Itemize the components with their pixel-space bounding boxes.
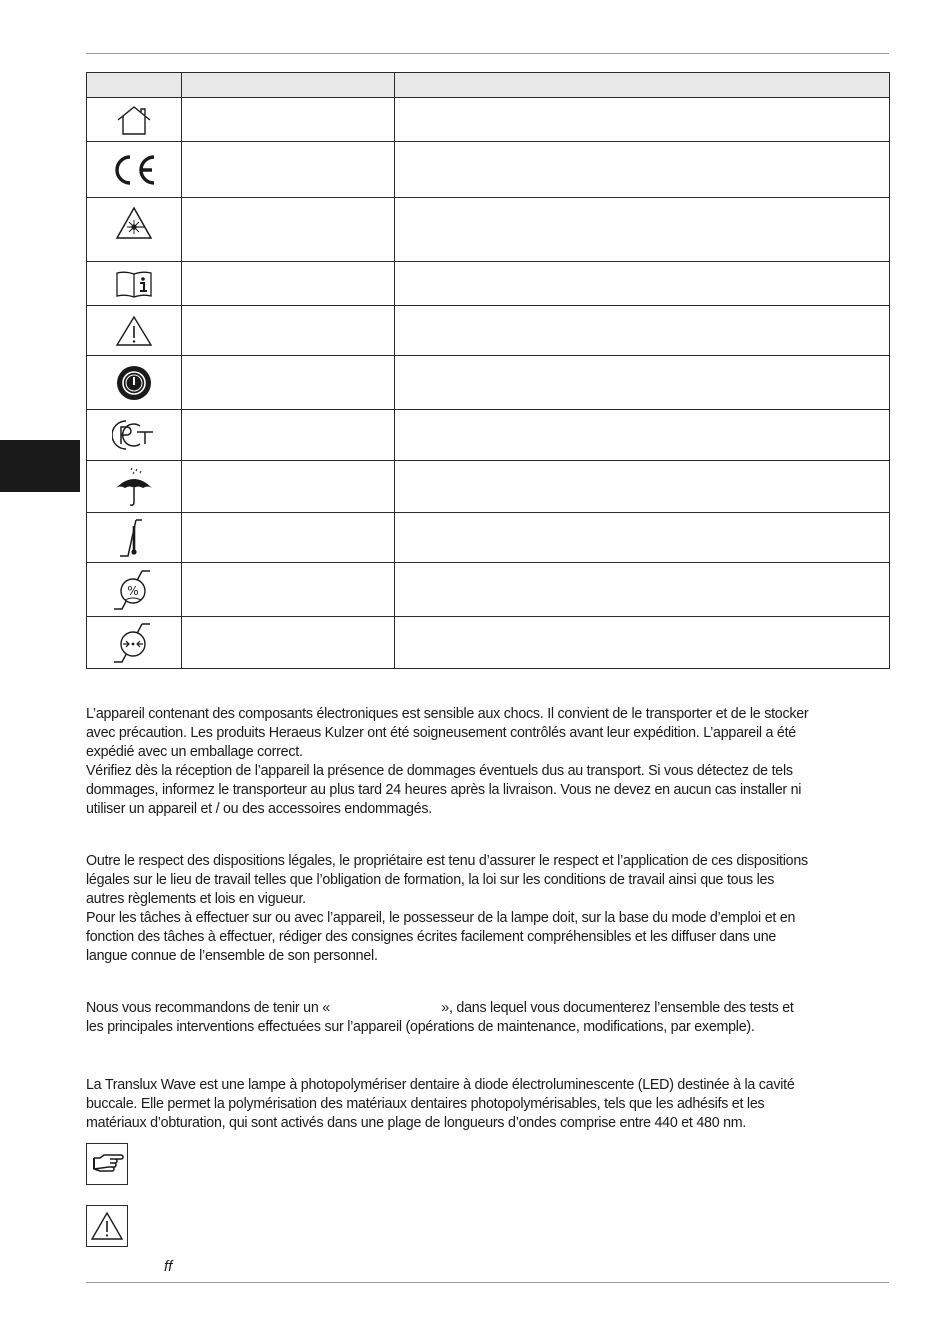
ce-mark-icon [110, 153, 158, 187]
table-header-row [87, 73, 890, 98]
text-line: Outre le respect des dispositions légales, le propriétaire est tenu d’assurer le respect et l’application de ces dispositions [86, 853, 808, 869]
meaning-cell [395, 617, 890, 669]
text-line: fonction des tâches à effectuer, rédiger des consignes écrites facilement compréhensibles et les diffuser dans une [86, 929, 777, 945]
text-line: expédié avec un emballage correct. [86, 744, 303, 760]
symbol-cell [87, 306, 182, 356]
name-cell [182, 198, 395, 262]
name-cell [182, 356, 395, 410]
table-row [87, 262, 890, 306]
logbook-paragraph [86, 999, 896, 1037]
text-line: La Translux Wave est une lampe à photopolymériser dentaire à diode électroluminescente (LED) destinée à la cavité [86, 1077, 795, 1093]
text-line: matériaux d’obturation, qui sont activés dans une plage de longueurs d’ondes comprise entre 440 et 480 nm. [86, 1115, 747, 1131]
meaning-cell [395, 563, 890, 617]
symbol-cell [87, 356, 182, 410]
symbol-cell [87, 563, 182, 617]
symbols-table [86, 72, 890, 669]
name-cell [182, 262, 395, 306]
header-cell-meaning [395, 73, 890, 98]
warning-triangle-icon [114, 314, 154, 348]
symbol-cell [87, 142, 182, 198]
house-icon [115, 104, 153, 136]
note-box [86, 1143, 128, 1185]
text-line: légales sur le lieu de travail telles que l’obligation de formation, la loi sur les conditions de travail ainsi que tous les [86, 872, 775, 888]
table-row [87, 306, 890, 356]
table-row [87, 356, 890, 410]
meaning-cell [395, 142, 890, 198]
name-cell [182, 98, 395, 142]
pct-certification-icon [112, 418, 156, 452]
name-cell [182, 461, 395, 513]
header-cell-symbol [87, 73, 182, 98]
name-cell [182, 306, 395, 356]
table-row [87, 617, 890, 669]
table-row [87, 410, 890, 461]
laser-warning-icon [114, 205, 154, 241]
text-line: Pour les tâches à effectuer sur ou avec l’appareil, le possesseur de la lampe doit, sur la base du mode d’emploi et en [86, 910, 796, 926]
symbol-cell [87, 410, 182, 461]
humidity-limit-icon [112, 567, 156, 613]
meaning-cell [395, 198, 890, 262]
name-cell [182, 563, 395, 617]
text-line: langue connue de l’ensemble de son personnel. [86, 948, 378, 964]
meaning-cell [395, 262, 890, 306]
name-cell [182, 142, 395, 198]
text-line: Nous vous recommandons de tenir un « », dans lequel vous documenterez l’ensemble des tests et [86, 1000, 794, 1016]
symbol-cell [87, 617, 182, 669]
meaning-cell [395, 461, 890, 513]
table-row [87, 98, 890, 142]
text-line: avec précaution. Les produits Heraeus Kulzer ont été soigneusement contrôlés avant leur expédition. L’appareil a été [86, 725, 796, 741]
read-instructions-icon [114, 269, 154, 299]
warning-triangle-icon [90, 1211, 124, 1241]
table-row [87, 461, 890, 513]
temperature-limit-icon [114, 516, 154, 560]
chapter-tab [0, 440, 80, 492]
header-cell-name [182, 73, 395, 98]
power-button-icon [114, 363, 154, 403]
symbol-cell [87, 98, 182, 142]
symbol-cell [87, 198, 182, 262]
text-line: les principales interventions effectuées sur l’appareil (opérations de maintenance, modifications, par exemple). [86, 1019, 755, 1035]
meaning-cell [395, 356, 890, 410]
text-line: L’appareil contenant des composants électroniques est sensible aux chocs. Il convient de le transporter et de le stocker [86, 706, 809, 722]
text-line: Vérifiez dès la réception de l’appareil la présence de dommages éventuels dus au transport. Si vous détectez de tels [86, 763, 793, 779]
table-row [87, 198, 890, 262]
footer-fragment: ff [164, 1258, 173, 1275]
pointing-hand-icon [90, 1152, 124, 1176]
text-line: buccale. Elle permet la polymérisation des matériaux dentaires photopolymérisables, tels que les adhésifs et les [86, 1096, 765, 1112]
text-line: utiliser un appareil et / ou des accessoires endommagés. [86, 801, 432, 817]
keep-dry-umbrella-icon [112, 466, 156, 508]
name-cell [182, 617, 395, 669]
obligations-paragraph [86, 852, 896, 966]
bottom-rule [86, 1282, 889, 1283]
text-line: dommages, informez le transporteur au plus tard 24 heures après la livraison. Vous ne devez en aucun cas installer ni [86, 782, 802, 798]
meaning-cell [395, 513, 890, 563]
table-row [87, 563, 890, 617]
top-rule [86, 53, 889, 54]
symbol-cell [87, 513, 182, 563]
text-line: autres règlements et lois en vigueur. [86, 891, 306, 907]
table-row [87, 142, 890, 198]
intended-use-paragraph [86, 1076, 896, 1133]
symbol-cell [87, 461, 182, 513]
name-cell [182, 513, 395, 563]
meaning-cell [395, 98, 890, 142]
svg-text:%: % [127, 583, 139, 598]
meaning-cell [395, 410, 890, 461]
warning-box [86, 1205, 128, 1247]
name-cell [182, 410, 395, 461]
transport-paragraph [86, 705, 896, 819]
pressure-limit-icon [112, 620, 156, 666]
table-row [87, 513, 890, 563]
meaning-cell [395, 306, 890, 356]
symbol-cell [87, 262, 182, 306]
